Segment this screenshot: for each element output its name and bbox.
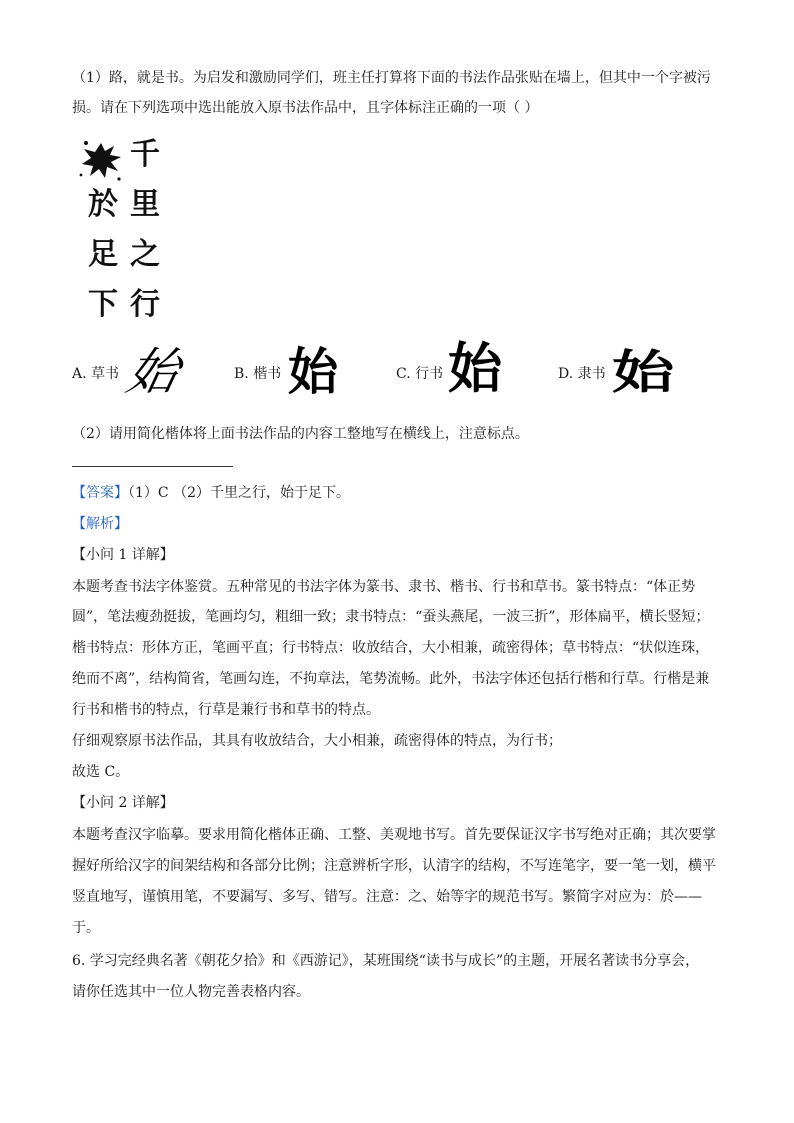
calligraphy-char: 下 [88,287,118,322]
question-part2: （2）请用简化楷体将上面书法作品的内容工整地写在横线上，注意标点。 [72,426,529,442]
option-c-label: C. 行书 [396,366,444,382]
analysis-sub2-line: 本题考查汉字临摹。要求用简化楷体正确、工整、美观地书写。首先要保证汉字书写绝对正确；其次要掌 [72,827,716,843]
analysis-sub1-line: 故选 C。 [72,764,130,780]
option-a-glyph: 始 [121,343,185,401]
question-part1-line1: （1）路，就是书。为启发和激励同学们，班主任打算将下面的书法作品张贴在墙上，但其中一个字被污 [72,70,711,86]
option-c-glyph: 始 [448,336,502,400]
analysis-sub1-line: 本题考查书法字体鉴赏。五种常见的书法字体为篆书、隶书、楷书、行书和草书。篆书特点：“体正势 [72,579,696,595]
answer-text: （1）C （2）千里之行，始于足下。 [128,485,350,501]
calligraphy-char: 里 [130,187,160,222]
answer-line [72,483,722,503]
calligraphy-char: 足 [88,237,118,272]
answer-tag: 【答案】 [72,485,128,501]
calligraphy-char: 千 [130,137,160,172]
analysis-sub1-line: 绝而不离”，结构简省，笔画勾连，不拘章法，笔势流畅。此外，书法字体还包括行楷和行草。行楷是兼 [72,671,710,687]
analysis-sub1-line: 圆”，笔法瘦劲挺拔，笔画均匀，粗细一致；隶书特点：“蚕头燕尾，一波三折”，形体扁平，横长竖短； [72,609,710,625]
option-b-label: B. 楷书 [234,366,282,382]
answer-divider [72,466,233,467]
question-part1-line2: 损。请在下列选项中选出能放入原书法作品中，且字体标注正确的一项（ ） [72,100,539,116]
calligraphy-char: 之 [130,237,160,272]
calligraphy-char: 於 [88,187,118,222]
analysis-sub2-line: 于。 [72,920,100,936]
analysis-sub2-line: 握好所给汉字的间架结构和各部分比例；注意辨析字形，认清字的结构，不写连笔字，要一笔一划，横平 [72,858,716,874]
analysis-sub1-line: 仔细观察原书法作品，其具有收放结合，大小相兼，疏密得体的特点，为行书； [72,733,562,749]
calligraphy-char: 行 [130,287,160,322]
analysis-sub1-line: 楷书特点：形体方正，笔画平直；行书特点：收放结合，大小相兼，疏密得体；草书特点：“状似连珠， [72,640,710,656]
analysis-sub1-title: 【小问 1 详解】 [72,547,174,563]
next-question-line1: 6. 学习完经典名著《朝花夕拾》和《西游记》，某班围绕“读书与成长”的主题，开展名著读书分享会， [72,953,700,969]
analysis-sub2-line: 竖直地写，谨慎用笔，不要漏写、多写、错写。注意：之、始等字的规范书写。繁简字对应为：於—— [72,889,702,905]
option-d-glyph: 始 [612,345,675,399]
analysis-sub1-line: 行书和楷书的特点，行草是兼行书和草书的特点。 [72,702,380,718]
analysis-tag: 【解析】 [72,516,128,532]
ink-blot-icon [78,137,124,183]
option-b-glyph: 始 [288,342,338,401]
next-question-line2: 请你任选其中一位人物完善表格内容。 [72,984,310,1000]
option-d-label: D. 隶书 [558,366,606,382]
option-a-label: A. 草书 [72,366,120,382]
analysis-sub2-title: 【小问 2 详解】 [72,795,174,811]
